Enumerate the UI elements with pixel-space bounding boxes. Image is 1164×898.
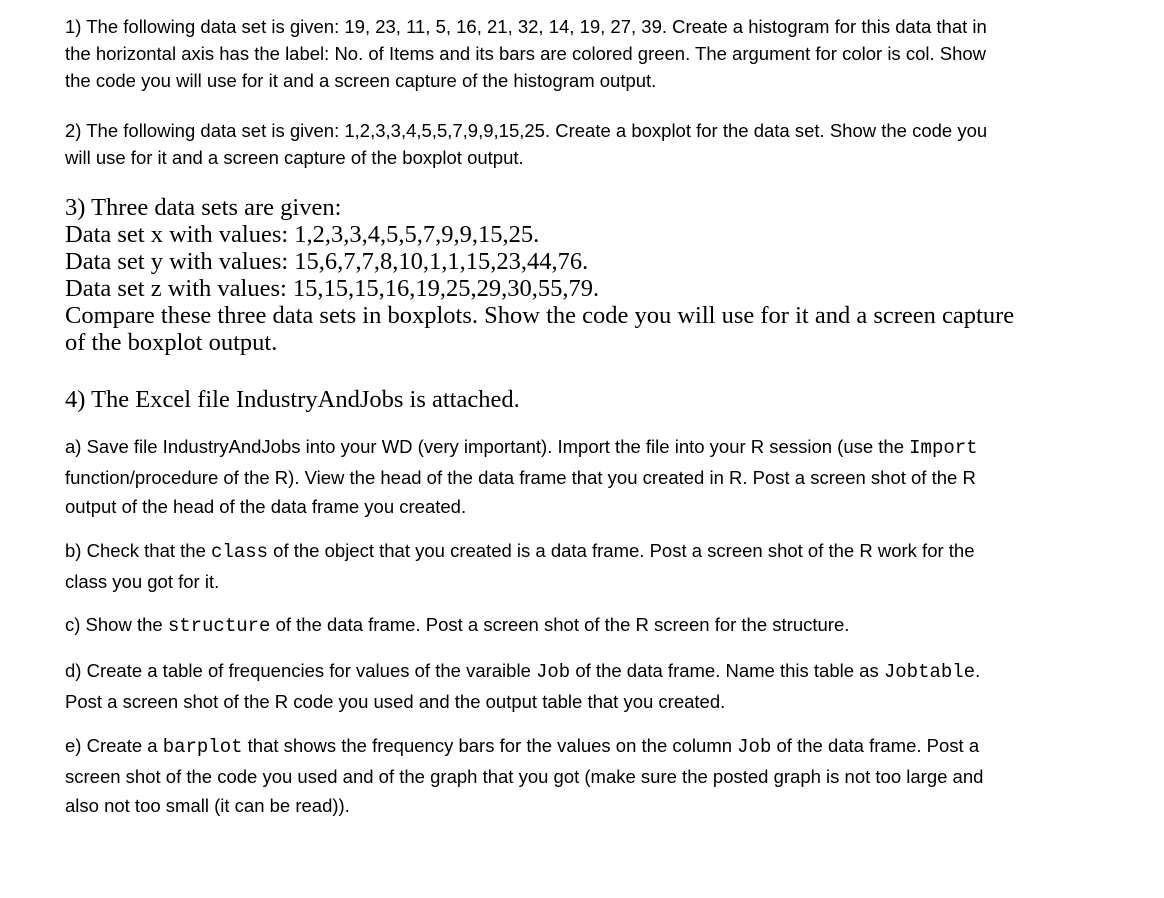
code-job: Job xyxy=(536,661,571,683)
question-1-line-3: the code you will use for it and a screen capture of the histogram output. xyxy=(65,70,657,91)
question-4d-text-post: . xyxy=(975,660,981,681)
code-barplot: barplot xyxy=(162,736,243,758)
question-2-line-2: will use for it and a screen capture of the boxplot output. xyxy=(65,147,524,168)
question-3-dataset-y: Data set y with values: 15,6,7,7,8,10,1,1,15,23,44,76. xyxy=(65,248,589,275)
question-4a-line-2: function/procedure of the R). View the head of the data frame that you created in R. Post a screen shot of the R xyxy=(65,467,976,488)
question-4b-text-pre: b) Check that the xyxy=(65,540,212,561)
question-4e-text-pre: e) Create a xyxy=(65,735,163,756)
question-4e-text-mid: that shows the frequency bars for the values on the column xyxy=(242,735,738,756)
question-4d xyxy=(65,656,980,716)
question-4b-line-2: class you got for it. xyxy=(65,571,220,592)
question-4a xyxy=(65,432,978,521)
question-1-line-1: 1) The following data set is given: 19, 23, 11, 5, 16, 21, 32, 14, 19, 27, 39. Create a histogram for this data that in xyxy=(65,16,987,37)
question-2 xyxy=(65,117,987,171)
question-4b xyxy=(65,536,975,596)
question-4d-text-mid: of the data frame. Name this table as xyxy=(570,660,884,681)
question-4c-line-1 xyxy=(65,610,849,641)
question-4d-text-pre: d) Create a table of frequencies for values of the varaible xyxy=(65,660,536,681)
question-2-line-1: 2) The following data set is given: 1,2,3,3,4,5,5,7,9,9,15,25. Create a boxplot for the data set. Show the code you xyxy=(65,120,988,141)
question-4d-line-2: Post a screen shot of the R code you used and the output table that you created. xyxy=(65,691,726,712)
question-4a-line-3: output of the head of the data frame you created. xyxy=(65,496,467,517)
question-4c-text-pre: c) Show the xyxy=(65,614,168,635)
question-4b-line-1 xyxy=(65,536,975,567)
question-4e-line-2: screen shot of the code you used and of the graph that you got (make sure the posted graph is not too large and xyxy=(65,766,984,787)
code-jobtable: Jobtable xyxy=(883,661,976,683)
code-import: Import xyxy=(909,437,978,459)
code-job-column: Job xyxy=(737,736,772,758)
question-4a-text: a) Save file IndustryAndJobs into your WD (very important). Import the file into your R session (use the xyxy=(65,436,910,457)
question-4b-text-post: of the object that you created is a data frame. Post a screen shot of the R work for the xyxy=(268,540,975,561)
question-4c-text-post: of the data frame. Post a screen shot of the R screen for the structure. xyxy=(270,614,850,635)
code-structure: structure xyxy=(167,615,271,637)
question-1-line-2: the horizontal axis has the label: No. of Items and its bars are colored green. The argument for color is col. Show xyxy=(65,43,987,64)
code-class: class xyxy=(211,541,269,563)
question-3-dataset-x: Data set x with values: 1,2,3,3,4,5,5,7,9,9,15,25. xyxy=(65,221,540,248)
question-3-dataset-z: Data set z with values: 15,15,15,16,19,25,29,30,55,79. xyxy=(65,275,600,302)
question-3-heading: 3) Three data sets are given: xyxy=(65,194,342,221)
question-4d-line-1 xyxy=(65,656,980,687)
question-4e-line-3: also not too small (it can be read)). xyxy=(65,795,350,816)
question-3-compare-line-2: of the boxplot output. xyxy=(65,329,278,356)
question-4e-line-1 xyxy=(65,731,983,762)
question-3-compare-line-1: Compare these three data sets in boxplots. Show the code you will use for it and a screen capture xyxy=(65,302,1015,329)
question-4-heading: 4) The Excel file IndustryAndJobs is attached. xyxy=(65,386,520,413)
question-1 xyxy=(65,13,987,94)
question-4a-line-1 xyxy=(65,432,978,463)
question-4e-text-post: of the data frame. Post a xyxy=(771,735,980,756)
question-4e xyxy=(65,731,983,820)
question-3 xyxy=(65,194,1014,356)
question-4 xyxy=(65,386,520,413)
question-4c xyxy=(65,610,849,641)
